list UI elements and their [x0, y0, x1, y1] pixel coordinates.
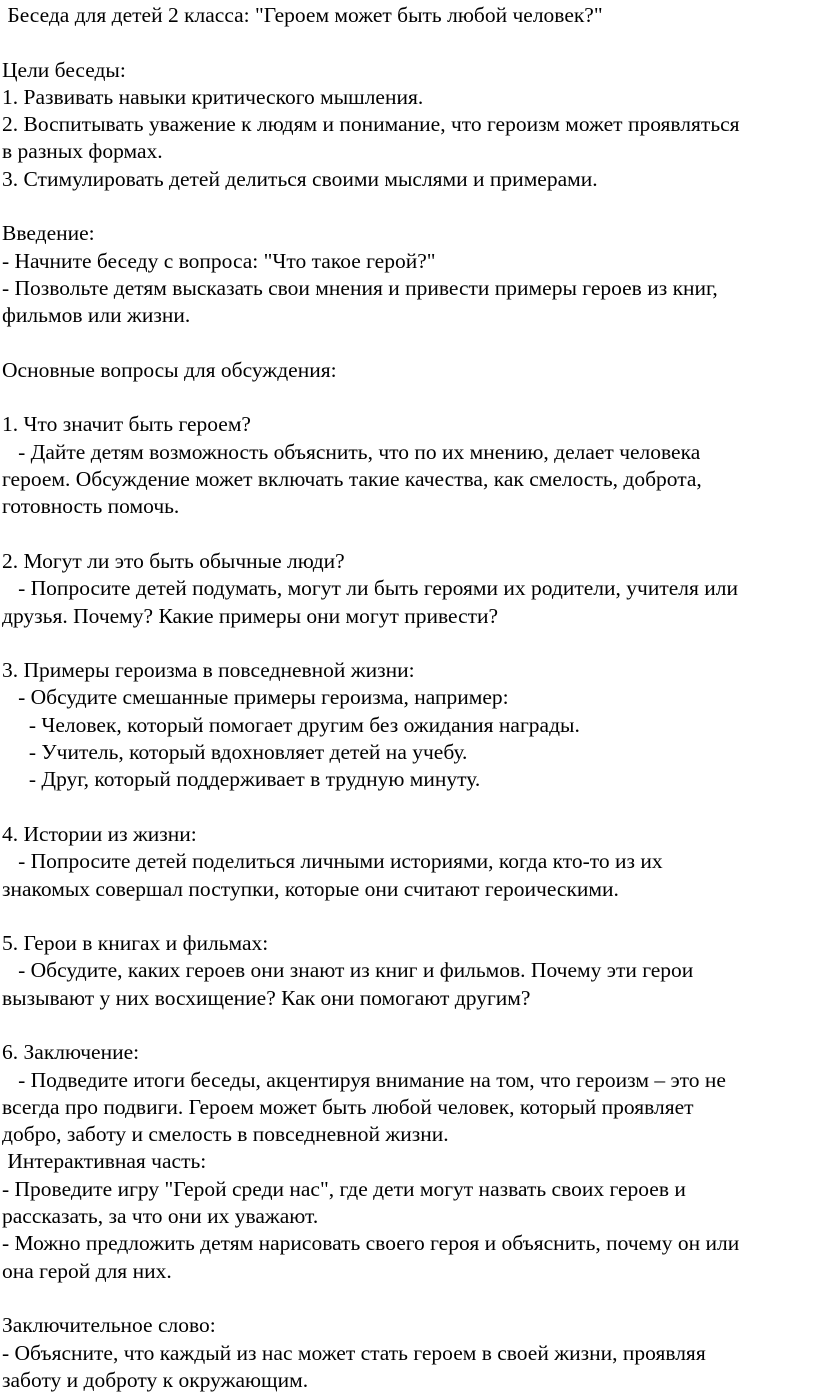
- text-line: друзья. Почему? Какие примеры они могут привести?: [2, 603, 499, 628]
- blank-line: [2, 1285, 816, 1312]
- text-line: 4. Истории из жизни:: [2, 821, 197, 846]
- text-line: готовность помочь.: [2, 494, 180, 519]
- text-line: - Позвольте детям высказать свои мнения и привести примеры героев из книг,: [2, 275, 718, 300]
- text-line: героем. Обсуждение может включать такие качества, как смелость, доброта,: [2, 467, 702, 492]
- text-line: - Обсудите смешанные примеры героизма, например:: [2, 685, 509, 710]
- text-line: знакомых совершал поступки, которые они считают героическими.: [2, 876, 619, 901]
- text-line: Введение:: [2, 221, 95, 246]
- text-line: Интерактивная часть:: [2, 1149, 207, 1174]
- blank-line: [2, 903, 816, 930]
- text-line: - Можно предложить детям нарисовать своего героя и объяснить, почему он или: [2, 1231, 740, 1256]
- document-title: Беседа для детей 2 класса: "Героем может быть любой человек?": [2, 3, 603, 27]
- text-line: - Подведите итоги беседы, акцентируя внимание на том, что героизм – это не: [2, 1067, 726, 1092]
- text-line: - Попросите детей поделиться личными историями, когда кто-то из их: [2, 849, 663, 874]
- text-line: Основные вопросы для обсуждения:: [2, 357, 337, 382]
- text-line: - Дайте детям возможность объяснить, что по их мнению, делает человека: [2, 439, 701, 464]
- text-line: она герой для них.: [2, 1258, 172, 1283]
- blank-line: [2, 521, 816, 548]
- text-line: Цели беседы:: [2, 57, 126, 82]
- blank-line: [2, 630, 816, 657]
- text-line: - Проведите игру "Герой среди нас", где дети могут назвать своих героев и: [2, 1176, 686, 1201]
- text-line: рассказать, за что они их уважают.: [2, 1204, 319, 1229]
- text-line: в разных формах.: [2, 139, 163, 164]
- text-line: - Объясните, что каждый из нас может стать героем в своей жизни, проявляя: [2, 1340, 706, 1365]
- text-line: 2. Могут ли это быть обычные люди?: [2, 548, 345, 573]
- text-line: вызывают у них восхищение? Как они помогают другим?: [2, 985, 531, 1010]
- text-line: - Попросите детей подумать, могут ли быть героями их родители, учителя или: [2, 576, 739, 601]
- text-line: 6. Заключение:: [2, 1040, 140, 1065]
- text-line: - Друг, который поддерживает в трудную минуту.: [2, 767, 481, 792]
- text-line: 5. Герои в книгах и фильмах:: [2, 931, 269, 956]
- text-line: 1. Что значит быть героем?: [2, 412, 251, 437]
- text-line: - Обсудите, каких героев они знают из книг и фильмов. Почему эти герои: [2, 958, 694, 983]
- text-line: Заключительное слово:: [2, 1313, 216, 1338]
- text-line: - Человек, который помогает другим без ожидания награды.: [2, 712, 580, 737]
- text-line: добро, заботу и смелость в повседневной жизни.: [2, 1122, 449, 1147]
- text-line: 2. Воспитывать уважение к людям и понимание, что героизм может проявляться: [2, 112, 740, 137]
- text-line: заботу и доброту к окружающим.: [2, 1367, 309, 1392]
- text-line: 1. Развивать навыки критического мышления.: [2, 84, 424, 109]
- text-line: всегда про подвиги. Героем может быть любой человек, который проявляет: [2, 1094, 694, 1119]
- text-line: - Начните беседу с вопроса: "Что такое герой?": [2, 248, 436, 273]
- blank-line: [2, 29, 816, 56]
- text-line: - Учитель, который вдохновляет детей на учебу.: [2, 740, 468, 765]
- blank-line: [2, 384, 816, 411]
- text-line: фильмов или жизни.: [2, 303, 191, 328]
- blank-line: [2, 1012, 816, 1039]
- blank-line: [2, 794, 816, 821]
- text-line: 3. Стимулировать детей делиться своими мыслями и примерами.: [2, 166, 598, 191]
- text-line: 3. Примеры героизма в повседневной жизни:: [2, 658, 415, 683]
- blank-line: [2, 330, 816, 357]
- blank-line: [2, 193, 816, 220]
